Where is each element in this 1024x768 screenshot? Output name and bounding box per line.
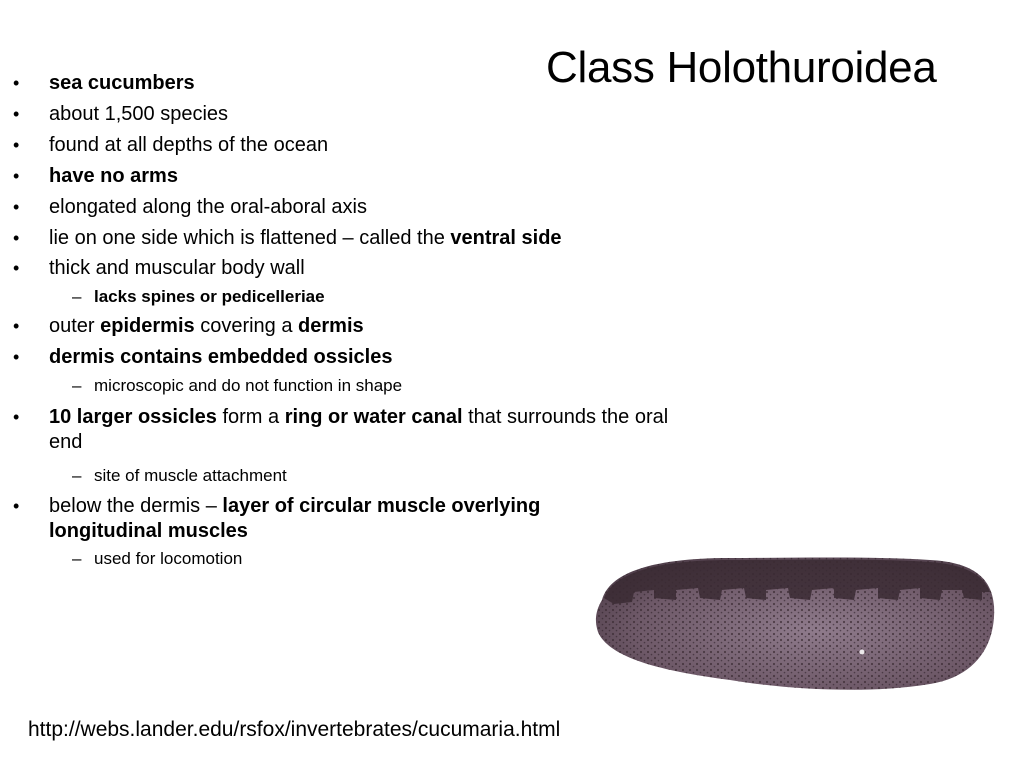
bullet-item (49, 494, 629, 544)
bold-text-run: 10 larger ossicles (49, 406, 217, 428)
text-run: site of muscle attachment (94, 466, 287, 485)
specular-highlight (860, 650, 865, 655)
bullet-item (49, 164, 689, 189)
bold-text-run: sea cucumbers (49, 72, 195, 94)
bold-text-run: ring or water canal (284, 406, 463, 428)
bullet-item (49, 405, 679, 455)
bullet-item (49, 345, 689, 370)
bullet-item (49, 71, 689, 96)
text-run: form a (216, 406, 285, 428)
bold-text-run: dermis (298, 315, 364, 337)
text-run: microscopic and do not function in shape (94, 376, 403, 395)
text-run: used for locomotion (94, 549, 243, 568)
text-run: thick and muscular body wall (49, 257, 305, 279)
sub-bullet-item (94, 375, 674, 397)
sea-cucumber-photo (590, 548, 1000, 698)
bold-text-run: dermis contains embedded ossicles (49, 346, 393, 368)
text-run: about 1,500 species (49, 103, 229, 125)
bullet-item (49, 102, 689, 127)
bullet-item (49, 195, 689, 220)
text-run: below the dermis – (49, 495, 223, 517)
bold-text-run: ventral side (450, 227, 562, 249)
bullet-item (49, 314, 689, 339)
sub-bullet-item (94, 465, 674, 487)
bold-text-run: have no arms (49, 165, 178, 187)
sub-bullet-item (94, 286, 674, 308)
text-run: lie on one side which is flattened – called the (49, 227, 451, 249)
source-url: http://webs.lander.edu/rsfox/invertebrates/cucumaria.html (28, 718, 561, 741)
text-run: found at all depths of the ocean (49, 134, 329, 156)
text-run: outer (49, 315, 101, 337)
slide-title: Class Holothuroidea (546, 43, 937, 92)
bold-text-run: layer of circular muscle overlying longitudinal muscles (49, 495, 541, 542)
text-run: elongated along the oral-aboral axis (49, 196, 367, 218)
text-run: that surrounds the oral end (49, 406, 669, 453)
text-run: covering a (194, 315, 299, 337)
bullet-item (49, 133, 689, 158)
sub-bullet-item (94, 548, 674, 570)
bullet-item (49, 256, 689, 281)
sea-cucumber-dorsal-band (604, 560, 990, 605)
bold-text-run: lacks spines or pedicelleriae (94, 287, 325, 306)
bold-text-run: epidermis (100, 315, 195, 337)
bullet-item (49, 226, 689, 251)
